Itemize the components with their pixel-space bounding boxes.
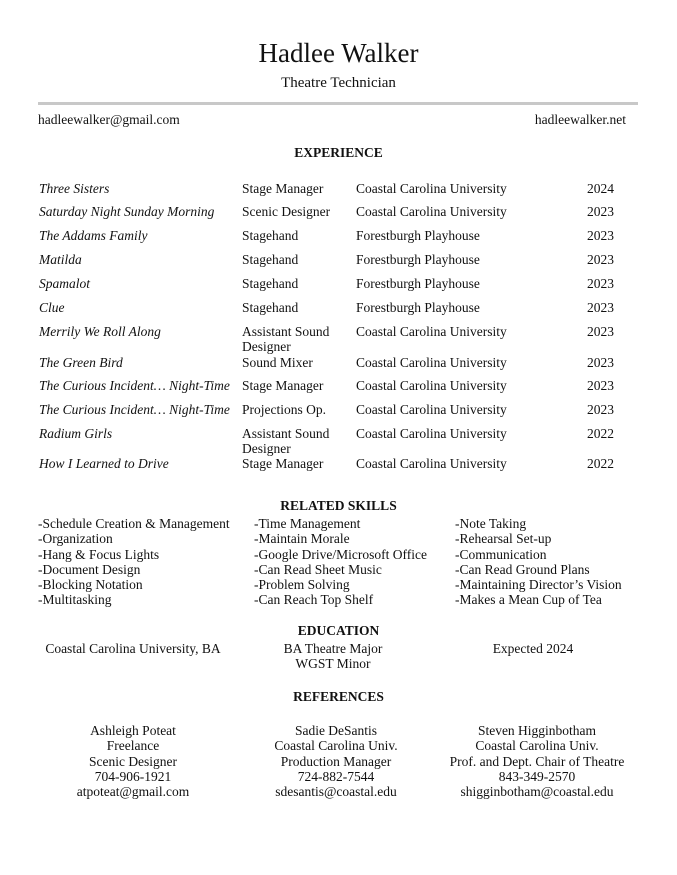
skill-item: -Makes a Mean Cup of Tea (455, 592, 602, 608)
skill-item: -Schedule Creation & Management (38, 516, 230, 531)
reference-card (432, 723, 642, 799)
reference-org: Coastal Carolina Univ. (475, 738, 599, 754)
reference-name: Ashleigh Poteat (90, 723, 176, 738)
reference-email[interactable]: atpoteat@gmail.com (76, 784, 190, 800)
role: Stage Manager (242, 181, 324, 196)
degree-major: BA Theatre Major (283, 641, 383, 656)
education-degree (233, 641, 433, 672)
skill-item: -Can Reach Top Shelf (254, 592, 374, 608)
year: 2023 (587, 355, 614, 370)
degree-minor: WGST Minor (295, 656, 371, 672)
education-heading: EDUCATION (297, 623, 380, 638)
reference-title: Production Manager (280, 753, 392, 769)
role: Stage Manager (242, 378, 324, 393)
reference-org: Coastal Carolina Univ. (274, 738, 398, 754)
education-date (433, 641, 633, 656)
year: 2023 (587, 378, 614, 393)
skill-item: -Organization (38, 531, 113, 547)
venue: Forestburgh Playhouse (356, 276, 480, 291)
year: 2023 (587, 228, 614, 243)
show-title: Merrily We Roll Along (39, 324, 161, 339)
reference-card (236, 723, 436, 799)
skill-item: -Can Read Sheet Music (254, 561, 382, 577)
role: Stagehand (242, 252, 299, 267)
venue: Coastal Carolina University (356, 456, 507, 471)
year: 2024 (587, 181, 614, 196)
skill-item: -Maintain Morale (254, 531, 350, 547)
year: 2023 (587, 324, 614, 339)
skill-item: -Can Read Ground Plans (455, 561, 590, 577)
reference-phone: 704-906-1921 (94, 768, 172, 784)
year: 2022 (587, 426, 614, 441)
venue: Coastal Carolina University (356, 402, 507, 417)
role: Scenic Designer (242, 204, 331, 219)
reference-name: Sadie DeSantis (294, 723, 378, 738)
role: Assistant Sound Designer (242, 324, 330, 354)
show-title: Matilda (39, 252, 82, 267)
year: 2023 (587, 204, 614, 219)
show-title: Three Sisters (39, 181, 110, 196)
show-title: Clue (39, 300, 65, 315)
reference-phone: 843-349-2570 (498, 768, 576, 784)
skill-item: -Document Design (38, 561, 141, 577)
venue: Forestburgh Playhouse (356, 252, 480, 267)
venue: Coastal Carolina University (356, 324, 507, 339)
show-title: Spamalot (39, 276, 91, 291)
role: Assistant Sound Designer (242, 426, 330, 456)
venue: Coastal Carolina University (356, 204, 507, 219)
reference-title: Prof. and Dept. Chair of Theatre (449, 753, 625, 769)
skills-column (254, 516, 427, 608)
show-title: Saturday Night Sunday Morning (39, 204, 215, 219)
venue: Coastal Carolina University (356, 181, 507, 196)
show-title: The Green Bird (39, 355, 123, 370)
role: Sound Mixer (242, 355, 313, 370)
role: Projections Op. (242, 402, 326, 417)
skill-item: -Rehearsal Set-up (455, 531, 552, 547)
header-divider (38, 102, 638, 105)
year: 2023 (587, 300, 614, 315)
skill-item: -Hang & Focus Lights (38, 546, 160, 562)
reference-title: Scenic Designer (88, 753, 178, 769)
skills-heading: RELATED SKILLS (280, 498, 397, 513)
skills-column (38, 516, 230, 608)
skills-column (455, 516, 622, 608)
skill-item: -Communication (455, 546, 547, 562)
year: 2023 (587, 252, 614, 267)
year: 2023 (587, 402, 614, 417)
reference-phone: 724-882-7544 (297, 768, 375, 784)
show-title: The Curious Incident… Night-Time (39, 402, 230, 417)
skill-item: -Problem Solving (254, 577, 350, 593)
reference-email[interactable]: shigginbotham@coastal.edu (460, 784, 614, 800)
reference-name: Steven Higginbotham (477, 723, 597, 738)
reference-org: Freelance (106, 738, 160, 754)
school-name: Coastal Carolina University, BA (45, 641, 221, 656)
venue: Coastal Carolina University (356, 355, 507, 370)
reference-email[interactable]: sdesantis@coastal.edu (275, 784, 397, 800)
skill-item: -Blocking Notation (38, 577, 143, 593)
venue: Coastal Carolina University (356, 378, 507, 393)
venue: Forestburgh Playhouse (356, 228, 480, 243)
skill-item: -Multitasking (38, 592, 112, 608)
skill-item: -Note Taking (455, 516, 527, 531)
skill-item: -Maintaining Director’s Vision (455, 577, 622, 593)
page-subtitle: Theatre Technician (281, 75, 396, 91)
year: 2022 (587, 456, 614, 471)
skill-item: -Time Management (254, 516, 361, 531)
skill-item: -Google Drive/Microsoft Office (254, 546, 427, 562)
role: Stagehand (242, 228, 299, 243)
expected-date: Expected 2024 (492, 641, 574, 656)
show-title: The Addams Family (39, 228, 148, 243)
venue: Forestburgh Playhouse (356, 300, 480, 315)
show-title: Radium Girls (39, 426, 113, 441)
education-school (18, 641, 248, 656)
reference-card (33, 723, 233, 799)
year: 2023 (587, 276, 614, 291)
experience-heading: EXPERIENCE (294, 145, 383, 160)
role: Stagehand (242, 300, 299, 315)
show-title: The Curious Incident… Night-Time (39, 378, 230, 393)
role: Stage Manager (242, 456, 324, 471)
role: Stagehand (242, 276, 299, 291)
venue: Coastal Carolina University (356, 426, 507, 441)
show-title: How I Learned to Drive (39, 456, 169, 471)
website-link[interactable]: hadleewalker.net (534, 112, 626, 127)
email-link[interactable]: hadleewalker@gmail.com (38, 112, 180, 127)
references-heading: REFERENCES (293, 689, 384, 704)
page-title: Hadlee Walker (258, 38, 419, 68)
